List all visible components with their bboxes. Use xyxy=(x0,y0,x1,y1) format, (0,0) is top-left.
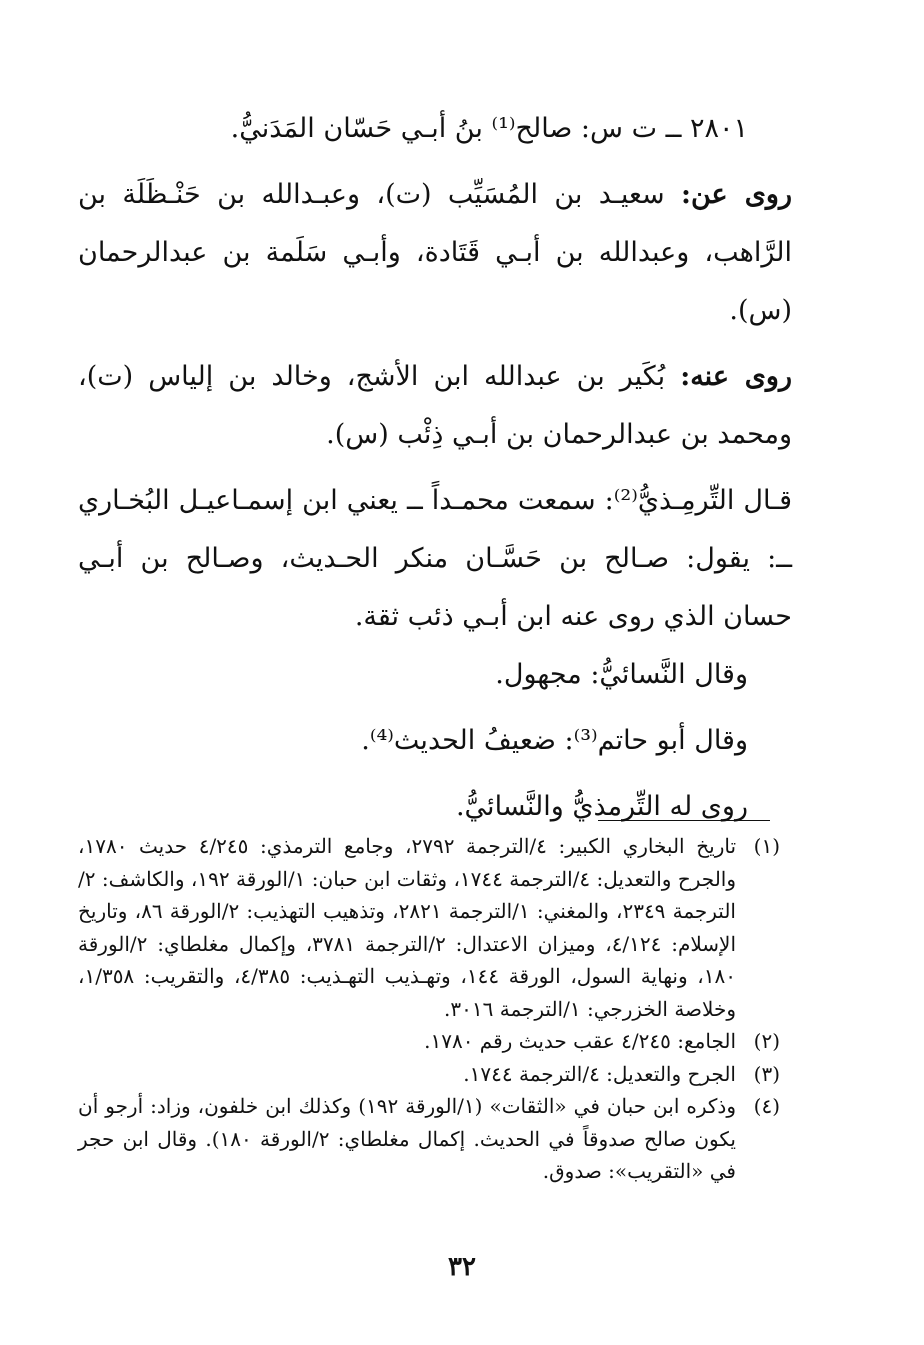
narrated-from-paragraph xyxy=(78,166,826,340)
narrated-by-label: روى عنه: xyxy=(680,361,792,392)
footnote-2 xyxy=(78,1025,780,1058)
narrated-from-text: سعيـد بن المُسَيِّب (ت)، وعبـدالله بن حَنْـظَلَة بن الرَّاهب، وعبدالله بن أبـي قَتَادة، وأبـي سَلَمة بن عبدالرحمان (س). xyxy=(78,179,792,326)
entry-body xyxy=(78,100,826,836)
footnote-4 xyxy=(78,1090,780,1188)
narrated-by-authors: روى له التِّرمذيُّ والنَّسائيُّ. xyxy=(455,791,748,822)
tirmidhi-quote: قـال التِّرمِـذيُّ⁽²⁾: سمعت محمـداً ــ يعني ابن إسمـاعيـل البُخـاري ــ: يقول: صـالح بن حَسَّـان منكر الحـديث، وصـالح بن أبـي حسان الذي روى عنه ابن أبـي ذئب ثقة. xyxy=(78,485,792,632)
footnote-number: (٤) xyxy=(753,1094,780,1118)
footnote-number: (١) xyxy=(753,834,780,858)
footnote-number: (٢) xyxy=(753,1029,780,1053)
narrated-from-label: روى عن: xyxy=(680,179,792,210)
footnote-separator xyxy=(598,820,770,821)
abu-hatim-quote: وقال أبو حاتم⁽³⁾: ضعيفُ الحديث⁽⁴⁾. xyxy=(361,725,748,756)
footnote-text: وذكره ابن حبان في «الثقات» (١/الورقة ١٩٢) وكذلك ابن خلفون، وزاد: أرجو أن يكون صالح صدوقاً في الحديث. إكمال مغلطاي: ٢/الورقة ١٨٠). وقال ابن حجر في «التقريب»: صدوق. xyxy=(78,1094,736,1183)
footnote-text: الجامع: ٤/٢٤٥ عقب حديث رقم ١٧٨٠. xyxy=(424,1029,736,1053)
nasai-quote: وقال النَّسائيُّ: مجهول. xyxy=(495,659,748,690)
footnote-text: الجرح والتعديل: ٤/الترجمة ١٧٤٤. xyxy=(463,1061,736,1086)
narrated-by-paragraph xyxy=(78,348,826,464)
page-number: ٣٢ xyxy=(448,1252,476,1282)
footnote-3 xyxy=(78,1058,780,1091)
footnote-number: (٣) xyxy=(753,1061,780,1086)
footnotes xyxy=(78,830,780,1188)
footnote-text: تاريخ البخاري الكبير: ٤/الترجمة ٢٧٩٢، وجامع الترمذي: ٤/٢٤٥ حديث ١٧٨٠، والجرح والتعديل: ٤/الترجمة ١٧٤٤، وثقات ابن حبان: ١/الورقة ١٩٢، والكاشف: ٢/الترجمة ٢٣٤٩، والمغني: ١/الترجمة ٢٨٢١، وتذهيب التهذيب: ٢/الورقة ٨٦، وتاريخ الإسلام: ٤/١٢٤، وميزان الاعتدال: ٢/الترجمة ٣٧٨١، وإكمال مغلطاي: ٢/الورقة ١٨٠، ونهاية السول، الورقة ١٤٤، وتهـذيب التهـذيب: ٤/٣٨٥، والتقريب: ١/٣٥٨، وخلاصة الخزرجي: ١/الترجمة ٣٠١٦. xyxy=(78,834,737,1021)
entry-heading: ٢٨٠١ ــ ت س: صالح⁽¹⁾ بنُ أبـي حَسّان المَدَنيُّ. xyxy=(230,113,748,144)
narrated-by-text: بُكَير بن عبدالله ابن الأشج، وخالد بن إلياس (ت)، ومحمد بن عبدالرحمان بن أبـي ذِئْب (س). xyxy=(78,361,792,450)
footnote-1 xyxy=(78,830,780,1025)
